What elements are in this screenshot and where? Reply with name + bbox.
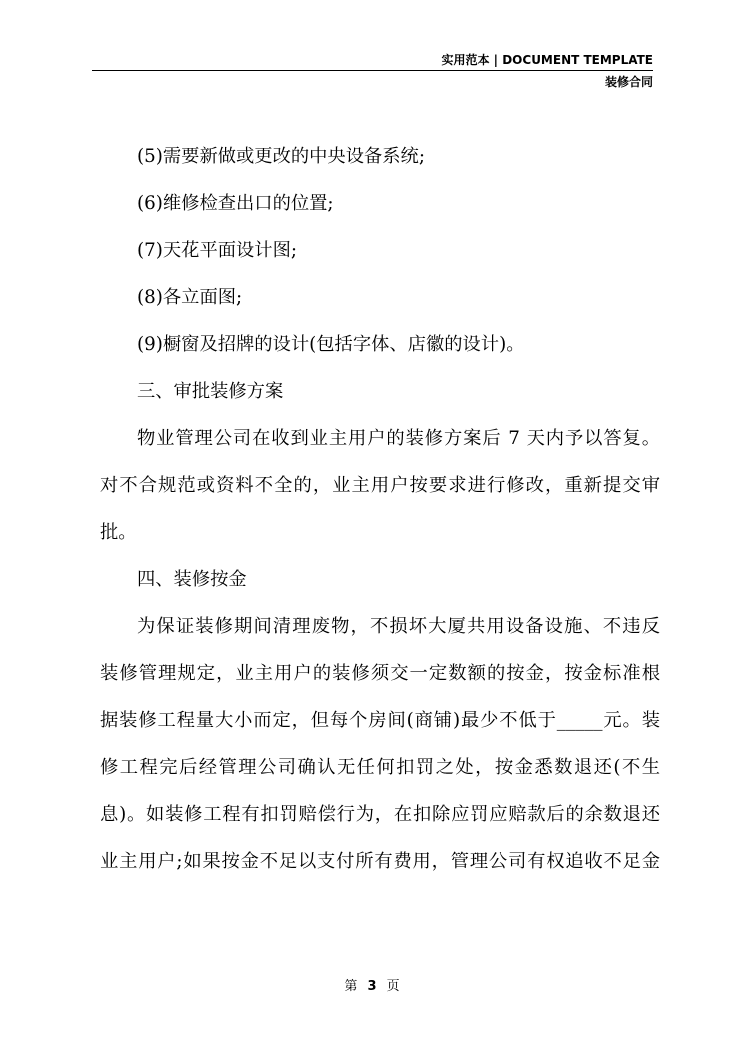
- paragraph-line: 修工程完后经管理公司确认无任何扣罚之处，按金悉数退还(不生: [100, 757, 660, 778]
- paragraph-line: 对不合规范或资料不全的，业主用户按要求进行修改，重新提交审: [100, 475, 660, 496]
- footer-suffix: 页: [386, 979, 400, 994]
- section-heading-4: 四、装修按金: [137, 569, 247, 590]
- header-doc-title: 装修合同: [604, 75, 653, 89]
- paragraph-line: 装修管理规定，业主用户的装修须交一定数额的按金，按金标准根: [100, 663, 660, 684]
- list-item-8: (8)各立面图;: [137, 287, 243, 308]
- list-item-7: (7)天花平面设计图;: [137, 240, 298, 261]
- paragraph-line: 息)。如装修工程有扣罚赔偿行为，在扣除应罚应赔款后的余数退还: [100, 804, 660, 825]
- list-item-9: (9)橱窗及招牌的设计(包括字体、店徽的设计)。: [137, 334, 525, 355]
- paragraph-line: 业主用户;如果按金不足以支付所有费用，管理公司有权追收不足金: [100, 851, 660, 872]
- list-item-6: (6)维修检查出口的位置;: [137, 193, 334, 214]
- list-item-5: (5)需要新做或更改的中央设备系统;: [137, 146, 425, 167]
- paragraph-line: 物业管理公司在收到业主用户的装修方案后 7 天内予以答复。: [137, 428, 660, 449]
- paragraph-line: 批。: [100, 522, 137, 543]
- page-footer: [0, 975, 744, 994]
- section-heading-3: 三、审批装修方案: [137, 381, 284, 402]
- paragraph-line: 为保证装修期间清理废物，不损坏大厦共用设备设施、不违反: [137, 616, 660, 637]
- header-brand: 实用范本 | DOCUMENT TEMPLATE: [92, 52, 653, 71]
- page-header: [92, 52, 653, 90]
- document-body: [100, 133, 660, 885]
- footer-prefix: 第: [344, 979, 358, 994]
- paragraph-line: 据装修工程量大小而定，但每个房间(商铺)最少不低于_____元。装: [100, 710, 660, 731]
- page-number: 3: [367, 979, 377, 994]
